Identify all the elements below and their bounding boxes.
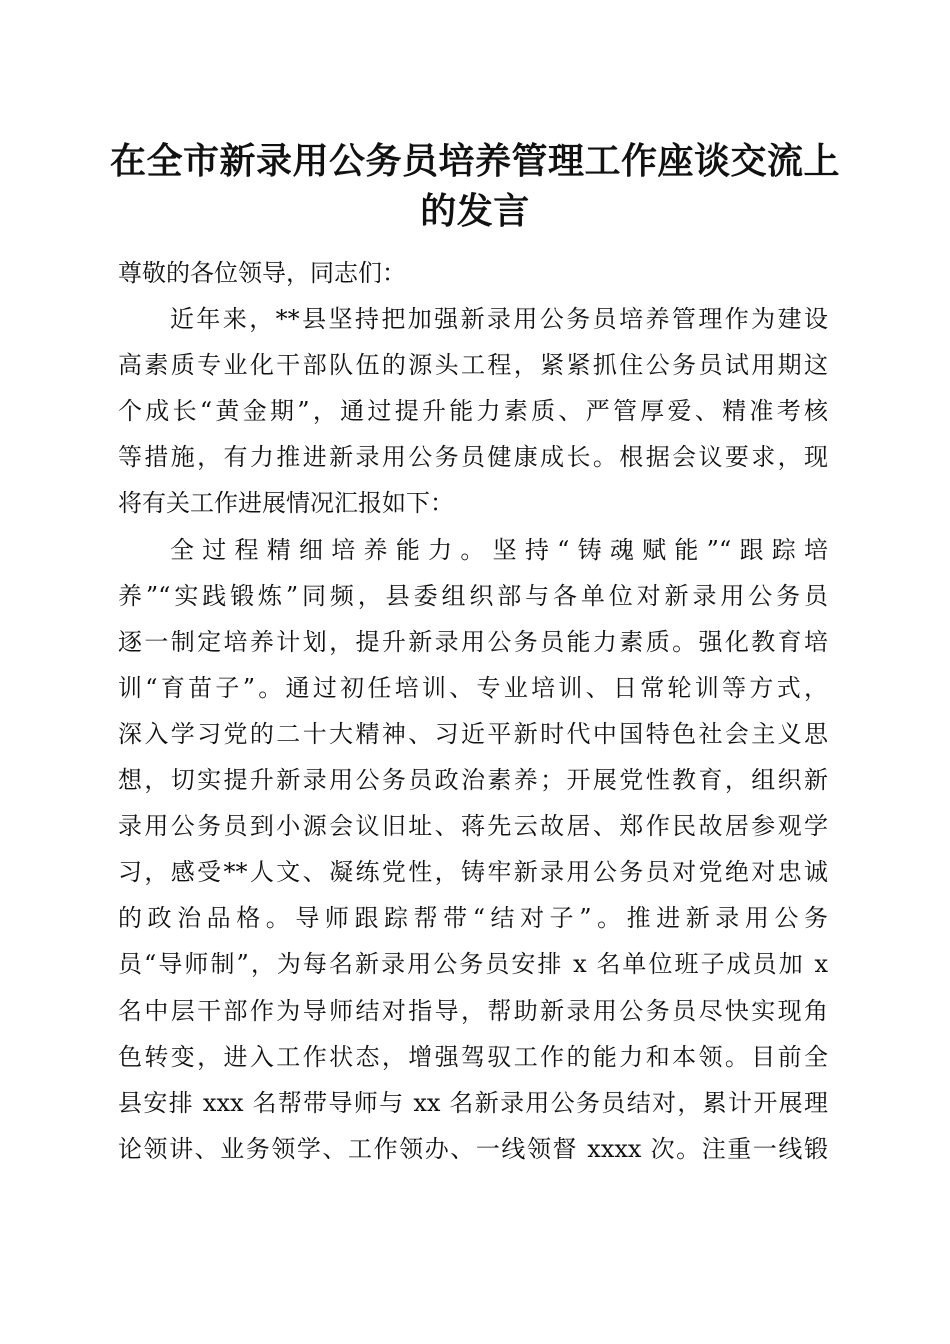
- paragraph-line: 录用公务员到小源会议旧址、蒋先云故居、郑作民故居参观学: [118, 812, 828, 841]
- salutation: 尊敬的各位领导，同志们：: [118, 259, 406, 287]
- paragraph-line: 色转变，进入工作状态，增强驾驭工作的能力和本领。目前全: [118, 1042, 828, 1071]
- paragraph-line: 训“育苗子”。通过初任培训、专业培训、日常轮训等方式，: [118, 673, 828, 702]
- title-line-1: 在全市新录用公务员培养管理工作座谈交流上: [110, 140, 841, 182]
- paragraph-line: 论领讲、业务领学、工作领办、一线领督 xxxx 次。注重一线锻: [118, 1134, 828, 1163]
- document-body: [118, 250, 828, 1172]
- paragraph-line: 全过程精细培养能力。坚持“铸魂赋能”“跟踪培: [170, 535, 828, 564]
- paragraph-line: 名中层干部作为导师结对指导，帮助新录用公务员尽快实现角: [118, 996, 828, 1025]
- paragraph-line: 县安排 xxx 名帮带导师与 xx 名新录用公务员结对，累计开展理: [118, 1088, 828, 1117]
- paragraph-line: 员“导师制”，为每名新录用公务员安排 x 名单位班子成员加 x: [118, 950, 828, 979]
- paragraph-line: 逐一制定培养计划，提升新录用公务员能力素质。强化教育培: [118, 627, 828, 656]
- paragraph-line: 想，切实提升新录用公务员政治素养；开展党性教育，组织新: [118, 766, 828, 795]
- paragraph-line: 将有关工作进展情况汇报如下：: [118, 489, 454, 518]
- paragraph-line: 深入学习党的二十大精神、习近平新时代中国特色社会主义思: [118, 719, 828, 748]
- paragraph-line: 个成长“黄金期”，通过提升能力素质、严管厚爱、精准考核: [118, 397, 828, 426]
- document-title: [110, 136, 840, 236]
- paragraph-line: 的政治品格。导师跟踪帮带“结对子”。推进新录用公务: [118, 904, 828, 933]
- paragraph-line: 近年来，**县坚持把加强新录用公务员培养管理作为建设: [170, 305, 828, 334]
- title-line-2: 的发言: [420, 190, 530, 232]
- paragraph-line: 高素质专业化干部队伍的源头工程，紧紧抓住公务员试用期这: [118, 351, 828, 380]
- paragraph-line: 养”“实践锻炼”同频，县委组织部与各单位对新录用公务员: [118, 581, 828, 610]
- paragraph-line: 等措施，有力推进新录用公务员健康成长。根据会议要求，现: [118, 443, 828, 472]
- paragraph-line: 习，感受**人文、凝练党性，铸牢新录用公务员对党绝对忠诚: [118, 858, 828, 887]
